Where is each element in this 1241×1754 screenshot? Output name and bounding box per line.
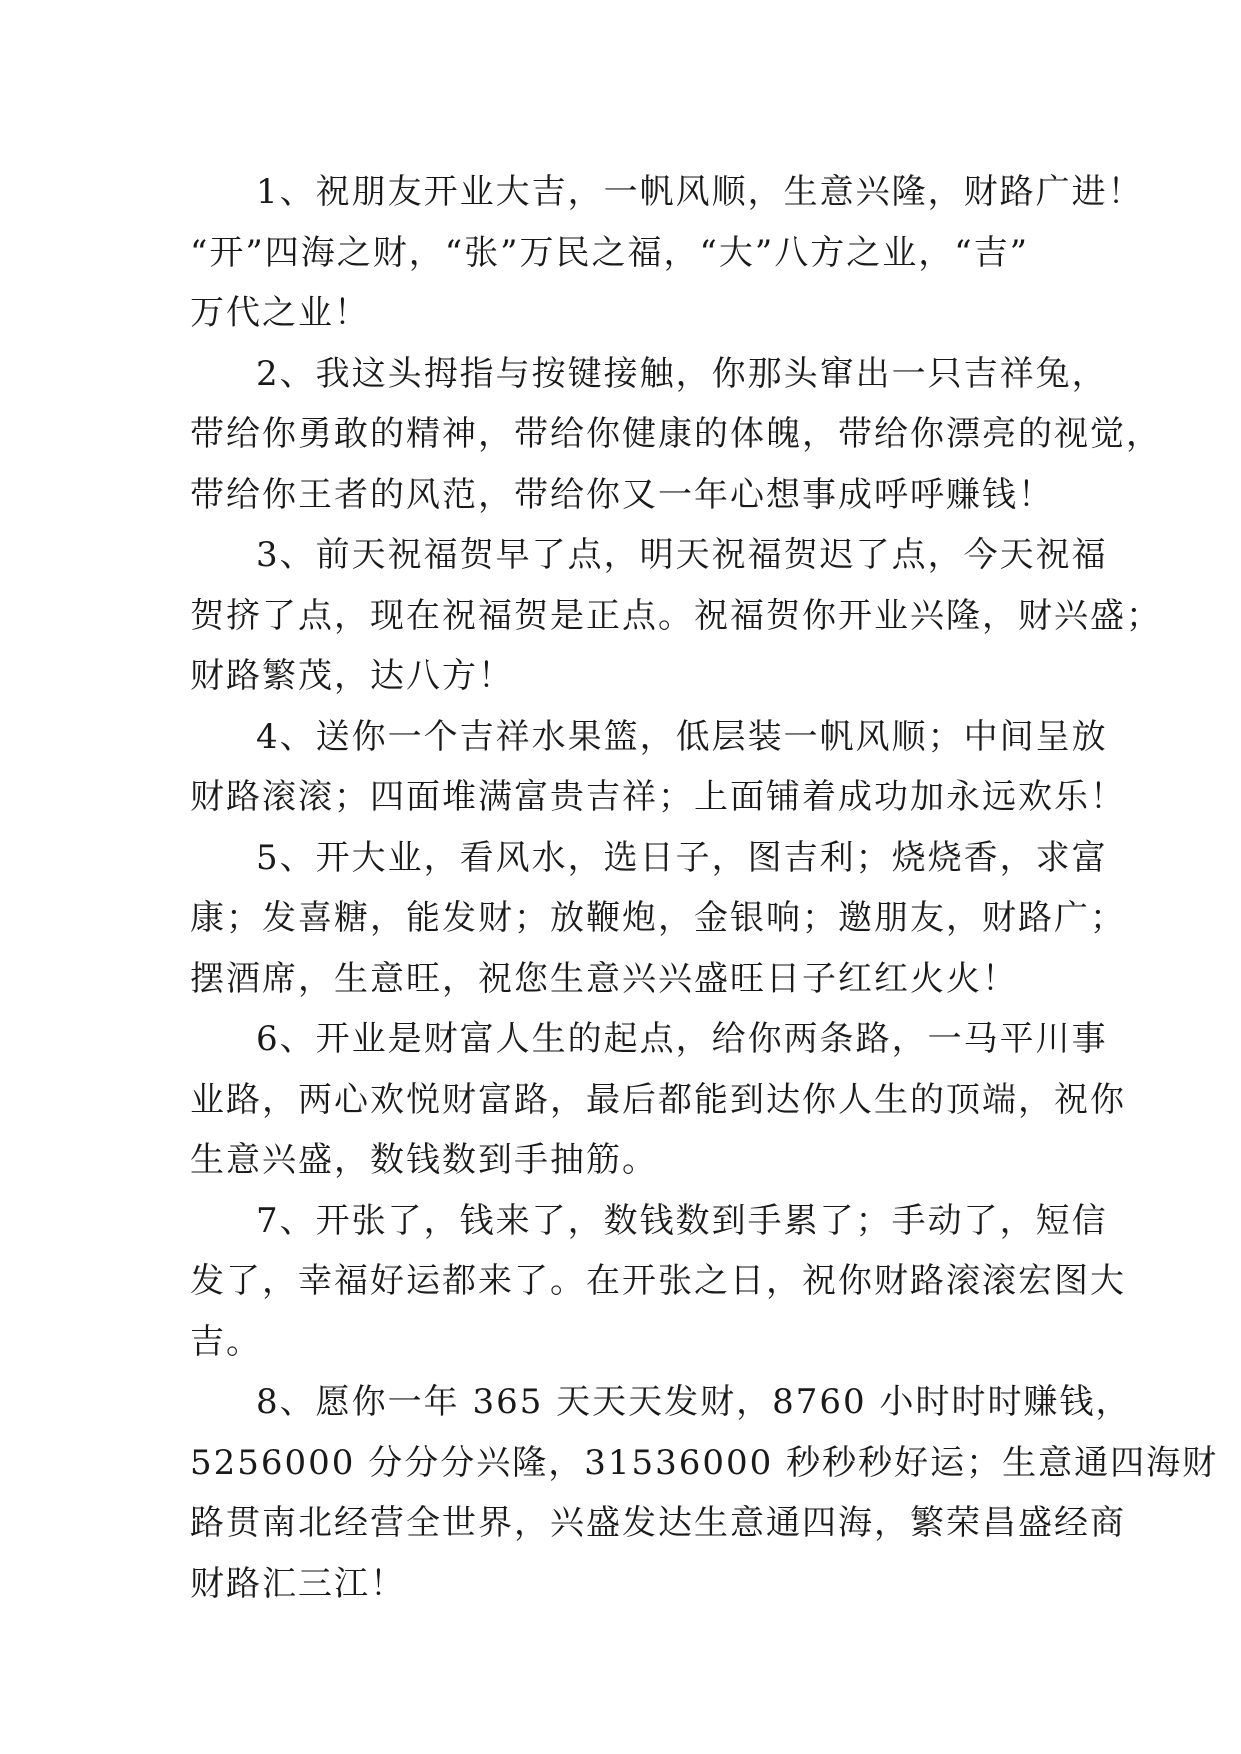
paragraph-1 — [190, 162, 1144, 344]
document-body — [190, 162, 1219, 1614]
text-line: 生意兴盛，数钱数到手抽筋。 — [190, 1140, 658, 1180]
paragraph-3 — [190, 525, 1162, 707]
paragraph-8 — [190, 1372, 1219, 1614]
text-line: 万代之业！ — [190, 293, 370, 333]
text-line: 财路滚滚；四面堆满富贵吉祥；上面铺着成功加永远欢乐！ — [190, 777, 1126, 817]
text-line: 业路，两心欢悦财富路，最后都能到达你人生的顶端，祝你 — [190, 1079, 1126, 1120]
text-line: 5256000 分分分兴隆，31536000 秒秒秒好运；生意通四海财 — [190, 1442, 1219, 1483]
text-line: 路贯南北经营全世界，兴盛发达生意通四海，繁荣昌盛经商 — [190, 1503, 1126, 1543]
text-line: 3、前天祝福贺早了点，明天祝福贺迟了点，今天祝福 — [256, 535, 1108, 575]
paragraph-4 — [190, 707, 1126, 828]
text-line: “开”四海之财，“张”万民之福，“大”八方之业，“吉” — [190, 232, 1030, 273]
paragraph-7 — [190, 1191, 1126, 1373]
paragraph-6 — [190, 1009, 1126, 1191]
paragraph-5 — [190, 828, 1126, 1010]
text-line: 7、开张了，钱来了，数钱数到手累了；手动了，短信 — [256, 1200, 1108, 1241]
text-line: 吉。 — [190, 1321, 262, 1362]
text-line: 4、送你一个吉祥水果篮，低层装一帆风顺；中间呈放 — [256, 716, 1108, 757]
text-line: 摆酒席，生意旺，祝您生意兴兴盛旺日子红红火火！ — [190, 958, 1018, 999]
text-line: 1、祝朋友开业大吉，一帆风顺，生意兴隆，财路广进！ — [256, 172, 1144, 212]
text-line: 康；发喜糖，能发财；放鞭炮，金银响；邀朋友，财路广； — [190, 898, 1126, 938]
text-line: 带给你勇敢的精神，带给你健康的体魄，带给你漂亮的视觉， — [190, 414, 1162, 454]
text-line: 带给你王者的风范，带给你又一年心想事成呼呼赚钱！ — [190, 474, 1054, 515]
text-line: 6、开业是财富人生的起点，给你两条路，一马平川事 — [256, 1019, 1108, 1059]
text-line: 8、愿你一年 365 天天天发财，8760 小时时时赚钱， — [256, 1382, 1132, 1422]
text-line: 贺挤了点，现在祝福贺是正点。祝福贺你开业兴隆，财兴盛； — [190, 595, 1162, 636]
text-line: 发了，幸福好运都来了。在开张之日，祝你财路滚滚宏图大 — [190, 1261, 1126, 1301]
text-line: 财路汇三江！ — [190, 1563, 406, 1604]
text-line: 5、开大业，看风水，选日子，图吉利；烧烧香，求富 — [256, 837, 1108, 878]
paragraph-2 — [190, 344, 1162, 526]
text-line: 2、我这头拇指与按键接触，你那头窜出一只吉祥兔， — [256, 353, 1108, 394]
text-line: 财路繁茂，达八方！ — [190, 656, 514, 696]
